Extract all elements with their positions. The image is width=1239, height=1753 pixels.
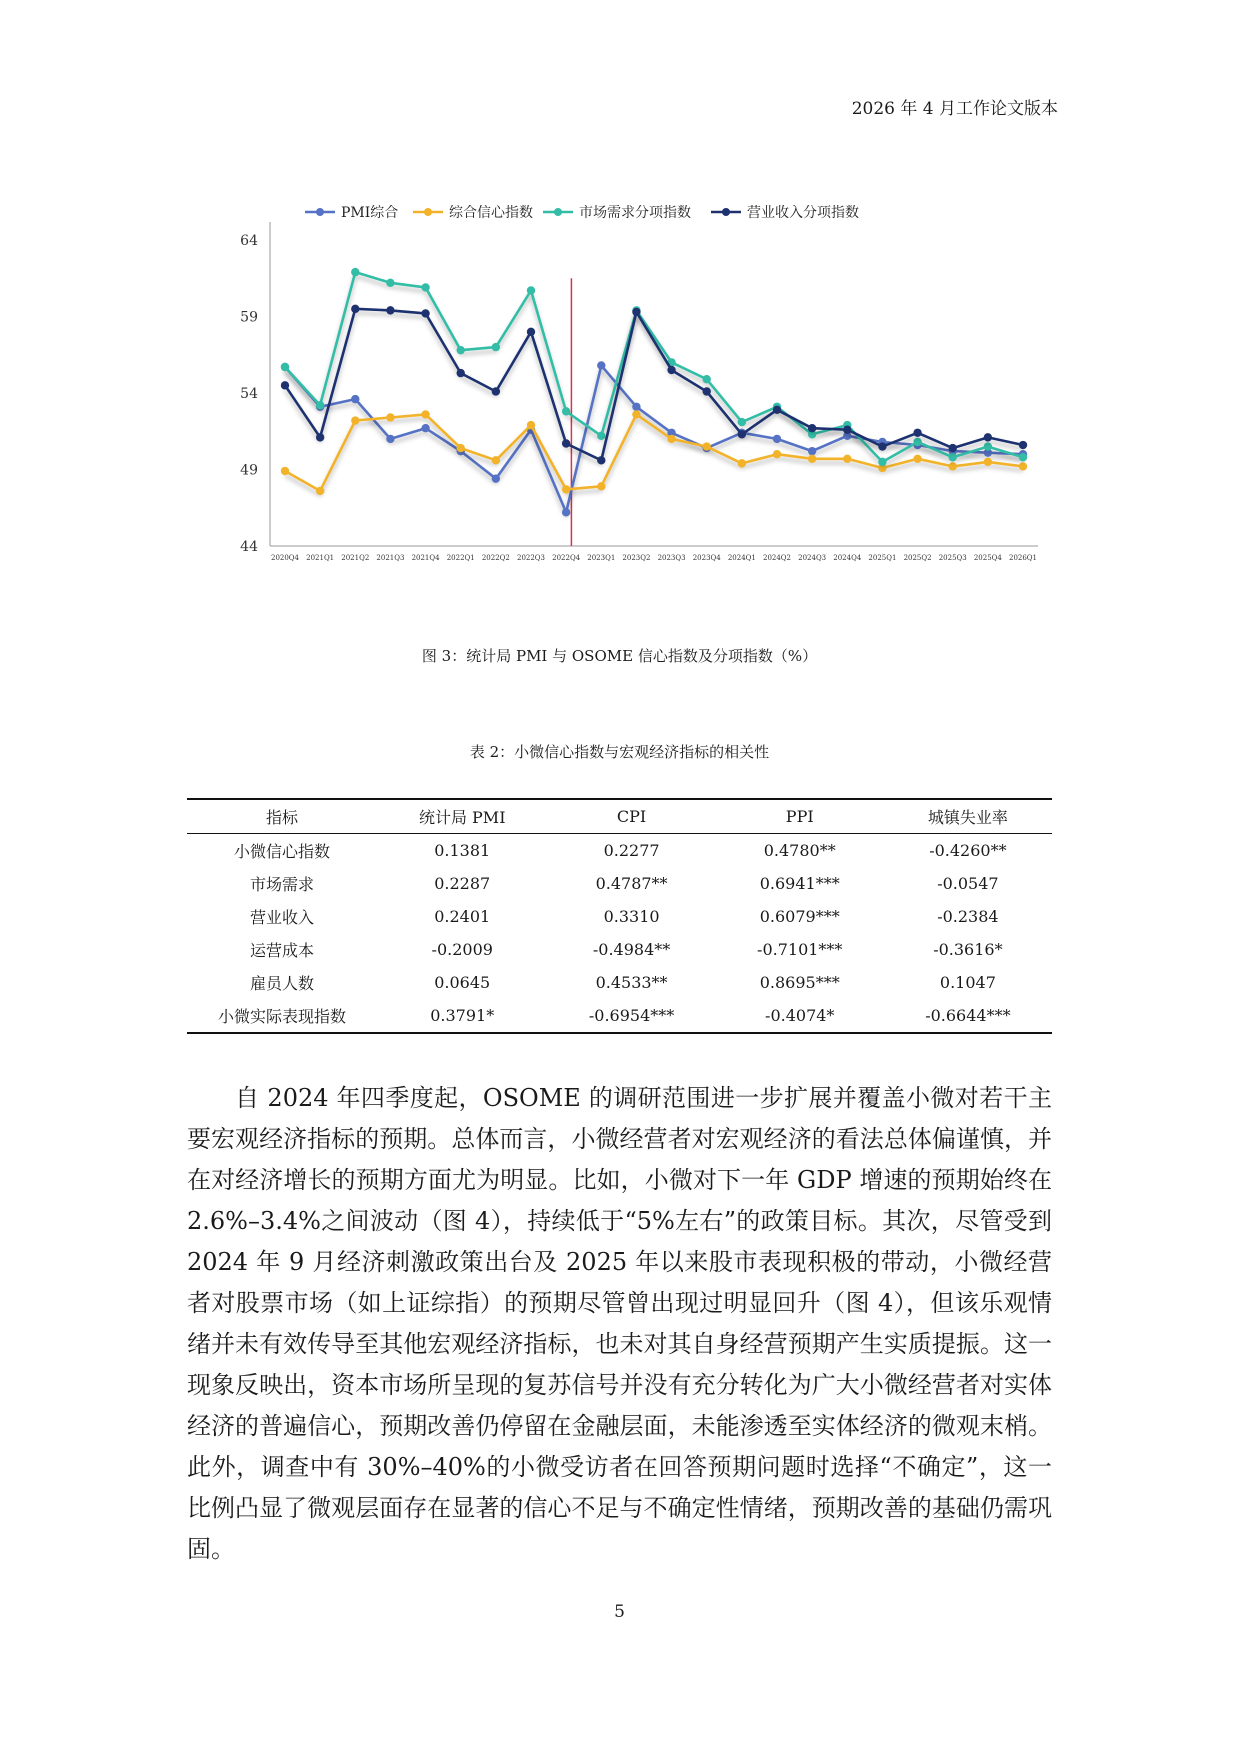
data-point (773, 450, 781, 458)
data-point (984, 458, 992, 466)
data-point (281, 381, 289, 389)
x-tick-label: 2023Q1 (587, 554, 616, 562)
column-header: CPI (547, 799, 715, 834)
table-cell: 0.2287 (434, 874, 491, 893)
legend-label: 综合信心指数 (449, 205, 533, 221)
data-point (773, 406, 781, 414)
table-row (187, 933, 1052, 966)
data-point (351, 268, 359, 276)
table-cell: 0.1047 (939, 973, 996, 992)
row-label: 雇员人数 (249, 974, 314, 993)
data-point (492, 474, 500, 482)
data-point (527, 421, 535, 429)
table-cell: 0.0645 (434, 973, 491, 992)
legend-swatch-marker (424, 208, 432, 216)
table-row (187, 900, 1052, 933)
table-cell: 0.4780** (763, 841, 836, 860)
data-point (738, 430, 746, 438)
table-cell: -0.2384 (937, 907, 999, 926)
table-cell: 0.3310 (603, 907, 660, 926)
table-caption: 表 2：小微信心指数与宏观经济指标的相关性 (469, 743, 770, 761)
table-cell: -0.4984** (592, 940, 671, 959)
legend-label: 市场需求分项指数 (579, 205, 691, 221)
table-row (187, 867, 1052, 900)
legend-swatch-marker (554, 208, 562, 216)
table-row (187, 999, 1052, 1033)
data-point (527, 328, 535, 336)
x-tick-label: 2022Q1 (446, 554, 475, 562)
x-tick-label: 2021Q2 (341, 554, 370, 562)
data-point (316, 487, 324, 495)
x-tick-label: 2025Q3 (938, 554, 967, 562)
data-point (457, 369, 465, 377)
legend-swatch-marker (316, 208, 324, 216)
data-point (949, 462, 957, 470)
x-tick-label: 2022Q4 (552, 554, 581, 562)
running-header: 2026 年 4 月工作论文版本 (851, 99, 1058, 119)
data-point (421, 424, 429, 432)
chart-svg (200, 205, 1050, 635)
x-tick-label: 2022Q2 (481, 554, 510, 562)
x-tick-label: 2023Q2 (622, 554, 651, 562)
data-point (492, 343, 500, 351)
data-point (386, 306, 394, 314)
data-point (316, 433, 324, 441)
data-point (913, 429, 921, 437)
table-row (187, 834, 1052, 868)
legend-label: PMI综合 (341, 205, 399, 221)
x-tick-label: 2021Q3 (376, 554, 405, 562)
data-point (457, 444, 465, 452)
data-point (421, 309, 429, 317)
table-cell: 0.3791* (377, 999, 547, 1033)
data-point (949, 444, 957, 452)
data-point (562, 485, 570, 493)
data-point (281, 363, 289, 371)
y-tick-label: 44 (240, 539, 258, 555)
y-tick-label: 54 (240, 386, 258, 402)
table-cell: 0.6079*** (759, 907, 840, 926)
data-point (667, 366, 675, 374)
data-point (527, 286, 535, 294)
table-cell: -0.2009 (431, 940, 493, 959)
legend-label: 营业收入分项指数 (747, 205, 859, 221)
table-cell: 0.1381 (434, 841, 491, 860)
table-cell: 0.6941*** (759, 874, 840, 893)
y-tick-label: 59 (240, 309, 258, 326)
x-tick-label: 2024Q3 (798, 554, 827, 562)
data-point (562, 439, 570, 447)
data-point (351, 416, 359, 424)
body-paragraph: 自 2024 年四季度起，OSOME 的调研范围进一步扩展并覆盖小微对若干主要宏观经济指标的预期。总体而言，小微经营者对宏观经济的看法总体偏谨慎，并在对经济增长的预期方面尤为明显。比如，小微对下一年 GDP 增速的预期始终在 2.6%–3.4%之间波动（图 4），持续低于“5%左右”的政策目标。其次，尽管受到 2024 年 9 月经济刺激政策出台及 2025 年以来股市表现积极的带动，小微经营者对股票市场（如上证综指）的预期尽管曾出现过明显回升（图 4），但该乐观情绪并未有效传导至其他宏观经济指标，也未对其自身经营预期产生实质提振。这一现象反映出，资本市场所呈现的复苏信号并没有充分转化为广大小微经营者对实体经济的普遍信心，预期改善仍停留在金融层面，未能渗透至实体经济的微观末梢。此外，调查中有 30%–40%的小微受访者在回答预期问题时选择“不确定”，这一比例凸显了微观层面存在显著的信心不足与不确定性情绪，预期改善的基础仍需巩固。 (187, 1084, 1052, 1563)
table-cell: -0.6644*** (884, 999, 1052, 1033)
data-point (703, 442, 711, 450)
data-point (949, 453, 957, 461)
x-tick-label: 2025Q4 (973, 554, 1002, 562)
data-point (667, 435, 675, 443)
x-tick-label: 2024Q2 (762, 554, 792, 562)
y-tick-label: 49 (240, 462, 258, 479)
data-point (773, 435, 781, 443)
table-cell: 0.8695*** (759, 973, 840, 992)
data-point (421, 410, 429, 418)
table-cell: -0.3616* (933, 940, 1003, 959)
line-chart-figure (200, 205, 1050, 635)
x-tick-label: 2026Q1 (1008, 554, 1038, 562)
data-point (984, 433, 992, 441)
data-point (632, 403, 640, 411)
data-point (351, 395, 359, 403)
series-line (285, 366, 1023, 513)
correlation-table (187, 798, 1052, 1034)
y-tick-label: 64 (240, 233, 258, 249)
data-point (878, 458, 886, 466)
row-label: 小微实际表现指数 (187, 999, 377, 1033)
data-point (386, 279, 394, 287)
table-cell: -0.4074* (716, 999, 884, 1033)
x-tick-label: 2022Q3 (516, 554, 546, 562)
data-point (808, 424, 816, 432)
data-point (351, 305, 359, 313)
table-header-row (187, 799, 1052, 834)
x-tick-label: 2024Q4 (833, 554, 862, 562)
column-header: PPI (716, 799, 884, 834)
page-number: 5 (614, 1602, 625, 1622)
data-point (808, 455, 816, 463)
data-point (632, 410, 640, 418)
x-tick-label: 2020Q4 (270, 554, 300, 562)
data-point (492, 387, 500, 395)
data-point (421, 283, 429, 291)
data-point (316, 401, 324, 409)
data-point (1019, 441, 1027, 449)
figure-caption: 图 3：统计局 PMI 与 OSOME 信心指数及分项指数（%） (421, 647, 818, 665)
x-tick-label: 2025Q2 (903, 554, 932, 562)
table-cell: -0.7101*** (757, 940, 843, 959)
column-header: 指标 (187, 799, 377, 834)
data-point (632, 308, 640, 316)
x-tick-label: 2025Q1 (868, 554, 897, 562)
data-point (492, 456, 500, 464)
data-point (597, 432, 605, 440)
data-point (597, 361, 605, 369)
data-point (457, 346, 465, 354)
x-tick-label: 2024Q1 (727, 554, 756, 562)
data-point (738, 459, 746, 467)
x-tick-label: 2021Q4 (411, 554, 440, 562)
table-cell: 0.4787** (595, 874, 668, 893)
data-point (1019, 462, 1027, 470)
table-cell: 0.2401 (434, 907, 491, 926)
data-point (386, 413, 394, 421)
data-point (1019, 453, 1027, 461)
legend-swatch-marker (722, 208, 730, 216)
series-line (285, 272, 1023, 462)
data-point (843, 455, 851, 463)
data-point (562, 508, 570, 516)
table-cell: -0.0547 (937, 874, 999, 893)
data-point (913, 455, 921, 463)
table-cell: -0.6954*** (547, 999, 715, 1033)
data-point (703, 375, 711, 383)
data-point (738, 418, 746, 426)
data-point (984, 442, 992, 450)
table-cell: -0.4260** (929, 841, 1007, 860)
x-tick-label: 2023Q4 (692, 554, 721, 562)
data-point (843, 426, 851, 434)
data-point (703, 387, 711, 395)
data-point (597, 456, 605, 464)
row-label: 小微信心指数 (233, 842, 330, 861)
data-point (386, 435, 394, 443)
column-header: 城镇失业率 (884, 799, 1052, 834)
data-point (597, 482, 605, 490)
x-tick-label: 2021Q1 (306, 554, 335, 562)
table-row (187, 966, 1052, 999)
column-header: 统计局 PMI (377, 799, 547, 834)
data-point (808, 447, 816, 455)
table-cell: 0.4533** (595, 973, 668, 992)
data-point (562, 407, 570, 415)
series-line (285, 414, 1023, 491)
row-label: 市场需求 (249, 875, 314, 894)
data-point (281, 467, 289, 475)
data-point (913, 438, 921, 446)
row-label: 营业收入 (249, 908, 314, 927)
data-point (878, 442, 886, 450)
x-tick-label: 2023Q3 (657, 554, 686, 562)
table-cell: 0.2277 (603, 841, 660, 860)
row-label: 运营成本 (249, 941, 314, 960)
